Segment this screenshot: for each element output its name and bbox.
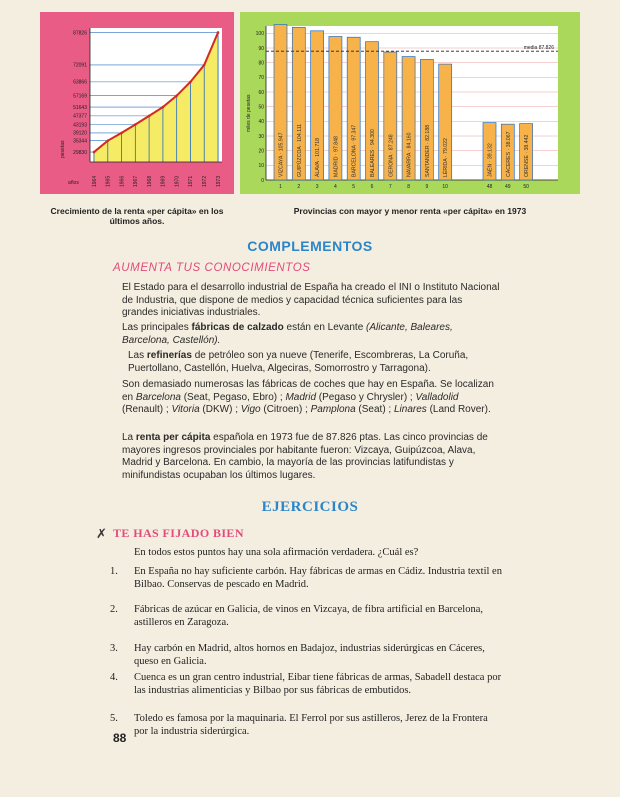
- text-italic: Vitoria: [171, 404, 200, 415]
- y-tick-label: 20: [258, 148, 264, 155]
- renta-point: [189, 81, 192, 84]
- x-tick-label: 1973: [215, 175, 222, 187]
- ejercicios-title: EJERCICIOS: [261, 499, 359, 515]
- text-run: (Seat, Pegaso, Ebro) ;: [180, 391, 286, 403]
- ejercicios-intro: En todos estos puntos hay una sola afirmación verdadera. ¿Cuál es?: [134, 547, 419, 558]
- renta-point: [162, 106, 165, 109]
- page-number: 88: [113, 731, 127, 745]
- exercise-list: [110, 565, 504, 740]
- y-tick-label: 80: [258, 60, 264, 67]
- text-run: Las: [128, 350, 147, 361]
- y-tick-label: 40: [258, 119, 264, 126]
- chart2-caption: Provincias con mayor y menor renta «per cápita» en 1973: [293, 206, 527, 216]
- exercise-number: 5.: [110, 713, 118, 724]
- text-bold: fábricas de calzado: [191, 322, 284, 333]
- text-run: (Pegaso y Chrysler) ;: [316, 391, 416, 403]
- y-axis-label: pesetas: [60, 140, 66, 158]
- bar-province-label: NAVARRA · 84.160: [406, 132, 413, 177]
- renta-point: [203, 64, 206, 67]
- renta-point: [120, 132, 123, 135]
- bar-province-label: BALEARES · 94.300: [370, 129, 376, 177]
- y-tick-label: 63866: [73, 79, 87, 86]
- x-tick-label: 50: [523, 184, 529, 190]
- y-tick-label: 57169: [73, 93, 87, 100]
- bar-province-label: GERONA · 87.248: [388, 134, 395, 177]
- text-run: (Land Rover).: [426, 404, 491, 415]
- x-tick-label: 2: [297, 184, 301, 190]
- ejercicios-subtitle: TE HAS FIJADO BIEN: [113, 526, 244, 540]
- exercise-text: Fábricas de azúcar en Galicia, de vinos en Vizcaya, de fibra artificial en Barcelona, astilleros en Zaragoza.: [134, 604, 484, 628]
- renta-point: [217, 31, 220, 34]
- y-tick-label: 10: [258, 163, 264, 170]
- text-italic: Vigo: [240, 404, 261, 415]
- bar-province-label: LÉRIDA · 79.022: [443, 138, 450, 177]
- chart1-caption: Crecimiento de la renta «per cápita» en los últimos años.: [50, 206, 224, 226]
- text-bold: refinerías: [146, 350, 192, 361]
- x-tick-label: 9: [425, 184, 429, 190]
- text-run: Las principales: [122, 322, 192, 333]
- text-run: (Citroen) ;: [260, 404, 311, 415]
- exercise-text: Toledo es famosa por la maquinaria. El Ferrol por sus astilleros, Jerez de la Frontera por la industria siderúrgica.: [134, 713, 488, 737]
- renta-growth-chart-panel: [40, 12, 234, 194]
- text-run: española en 1973 fue de 87.826 ptas. Las cinco provincias de mayores ingresos provinciales por habitante fueron: Vizcaya, Guipúzcoa, Alava, Madrid y Barcelona. En cambio, la mayoría de las provincias latifundistas y minifundistas ocupaban los últimos lugares.: [122, 432, 488, 481]
- text-italic: Madrid: [285, 391, 317, 403]
- x-tick-label: 10: [442, 184, 448, 190]
- provinces-renta-chart: [240, 12, 580, 194]
- text-run: están en Levante: [283, 322, 367, 333]
- exercise-item: [110, 565, 504, 603]
- x-tick-label: 1965: [105, 175, 112, 187]
- bar-province-label: ORENSE · 38.442: [524, 134, 531, 177]
- exercise-text: Cuenca es un gran centro industrial, Eibar tiene fábricas de armas, Sabadell destaca por las industrias alimenticias y Bilbao por sus fábricas de embutidos.: [134, 672, 502, 696]
- paragraph-refinerias: [128, 350, 500, 375]
- x-tick-label: 49: [505, 184, 511, 190]
- bar-province-label: CÁCERES · 38.067: [505, 131, 512, 177]
- exercise-text: Hay carbón en Madrid, altos hornos en Badajoz, industrias siderúrgicas en Cáceres, queso en Galicia.: [134, 643, 485, 667]
- text-italic: Pamplona: [310, 404, 356, 415]
- x-tick-label: 3: [315, 184, 319, 190]
- bar-province-label: ÁLAVA · 101.718: [315, 137, 322, 177]
- x-tick-label: 48: [486, 184, 493, 190]
- bar-province-label: JAÉN · 39.132: [487, 143, 494, 177]
- x-tick-label: 4: [334, 184, 337, 190]
- renta-point: [106, 139, 109, 142]
- x-tick-label: 6: [370, 184, 374, 190]
- text-italic: Valladolid: [415, 391, 459, 403]
- x-tick-label: 1964: [91, 175, 98, 187]
- y-tick-label: 43193: [73, 122, 87, 129]
- renta-growth-chart: [40, 12, 234, 194]
- text-run: (DKW) ;: [199, 404, 241, 415]
- x-tick-label: 7: [388, 184, 392, 190]
- y-tick-label: 100: [255, 31, 264, 38]
- x-tick-label: 1970: [174, 175, 181, 187]
- y-tick-label: 51643: [73, 104, 87, 111]
- y-tick-label: 60: [258, 89, 264, 96]
- complementos-subtitle: AUMENTA TUS CONOCIMIENTOS: [113, 262, 311, 274]
- bar-province-label: GUIPÚZCOA · 104.111: [296, 123, 303, 177]
- renta-point: [175, 94, 178, 97]
- y-tick-label: 47377: [73, 113, 87, 120]
- renta-point: [148, 115, 151, 118]
- x-axis-label: años: [68, 180, 79, 186]
- exercise-item: [110, 642, 504, 671]
- text-italic: (Alicante, Baleares, Barcelona, Castellón).: [122, 322, 453, 346]
- text-run: (Seat) ;: [355, 404, 394, 415]
- paragraph-calzado: [122, 322, 500, 347]
- y-tick-label: 72091: [73, 62, 87, 69]
- renta-point: [93, 151, 96, 154]
- renta-point: [134, 123, 137, 126]
- exercise-number: 2.: [110, 604, 118, 615]
- y-tick-label: 29830: [73, 149, 87, 156]
- exercise-number: 3.: [110, 643, 118, 654]
- x-tick-label: 1969: [160, 175, 167, 187]
- exercise-item: [110, 712, 504, 740]
- bar-province-label: SANTANDER · 82.188: [424, 124, 431, 177]
- y-tick-label: 87826: [73, 30, 87, 37]
- exercise-item: [110, 603, 504, 642]
- exercise-text: En España no hay suficiente carbón. Hay fábricas de armas en Cádiz. Industria textil en Bilbao. Conservas de pescado en Madrid.: [134, 566, 502, 590]
- x-tick-label: 8: [407, 184, 410, 190]
- text-run: La: [122, 432, 136, 443]
- y-tick-label: 90: [258, 45, 264, 52]
- y-tick-label: 70: [258, 75, 264, 82]
- exercise-item: [110, 671, 504, 712]
- average-label: media 87.826: [523, 45, 554, 52]
- bar-province-label: BARCELONA · 97.347: [351, 124, 358, 177]
- text-run: Son demasiado numerosas las fábricas de coches que hay en España. Se localizan en: [122, 379, 494, 403]
- bar-province-label: MADRID · 97.848: [333, 136, 340, 177]
- y-axis-label: miles de pesetas: [246, 94, 252, 132]
- x-tick-label: 1968: [146, 175, 153, 187]
- x-tick-label: 5: [352, 184, 356, 190]
- paragraph-renta: [122, 432, 500, 482]
- y-tick-label: 0: [261, 177, 264, 184]
- exercise-number: 1.: [110, 566, 118, 577]
- paragraph-coches: [122, 379, 500, 417]
- x-tick-label: 1: [279, 184, 282, 190]
- y-tick-label: 39120: [73, 130, 87, 137]
- y-tick-label: 50: [258, 104, 264, 111]
- pencil-check-mark: ✗: [96, 526, 107, 541]
- y-tick-label: 35344: [73, 138, 87, 145]
- provinces-renta-chart-panel: [240, 12, 580, 194]
- text-italic: Linares: [394, 404, 427, 415]
- x-tick-label: 1972: [202, 175, 209, 187]
- paragraph-ini: El Estado para el desarrollo industrial de España ha creado el INI o Instituto Nacional de Industria, que dispone de medios y capacidad técnica suficientes para las grandes iniciativas industriales.: [122, 282, 500, 318]
- bar-province-label: VIZCAYA · 105.947: [278, 132, 285, 177]
- exercise-number: 4.: [110, 672, 118, 683]
- text-italic: Barcelona: [135, 391, 181, 403]
- text-bold: renta per cápita: [135, 432, 211, 443]
- x-tick-label: 1966: [119, 175, 126, 187]
- x-tick-label: 1971: [188, 175, 195, 187]
- x-tick-label: 1967: [133, 175, 140, 187]
- y-tick-label: 30: [258, 133, 264, 140]
- text-run: de petróleo son ya nueve (Tenerife, Escombreras, La Coruña, Puertollano, Castellón, Huelva, Algeciras, Somorrostro y Tarragona).: [128, 350, 469, 374]
- text-run: (Renault) ;: [122, 404, 172, 415]
- complementos-title: COMPLEMENTOS: [247, 238, 373, 254]
